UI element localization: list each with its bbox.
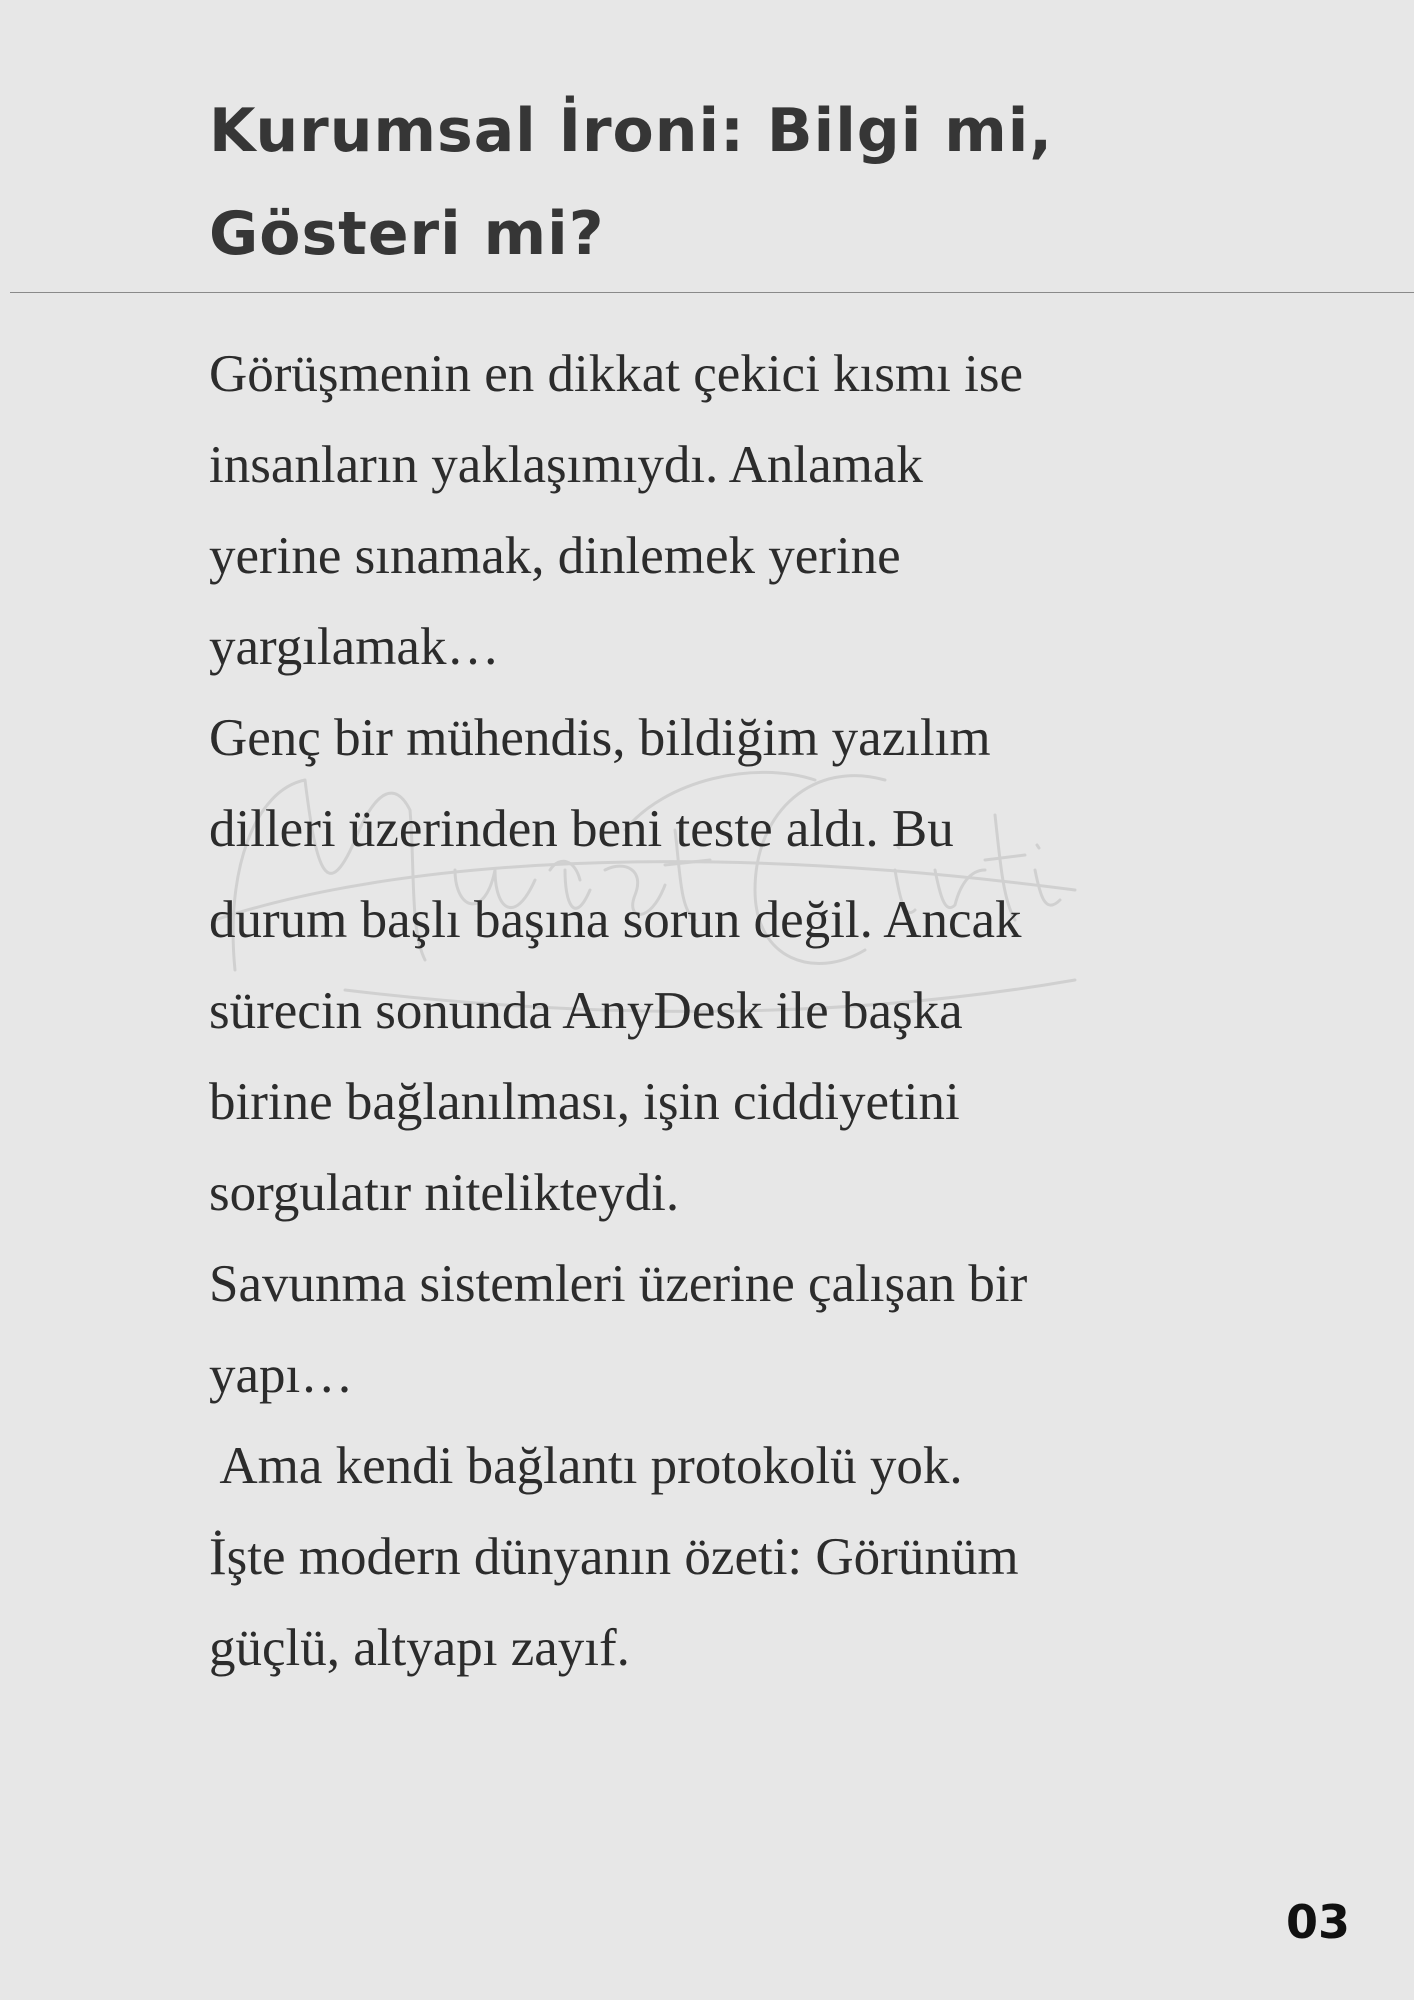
body-line: dilleri üzerinden beni teste aldı. Bu [209,800,954,858]
body-line: Görüşmenin en dikkat çekici kısmı ise [209,345,1023,403]
body-text [209,329,1209,1694]
page-number: 03 [1285,1895,1350,1949]
body-line: İşte modern dünyanın özeti: Görünüm [209,1528,1019,1586]
body-line: yerine sınamak, dinlemek yerine [209,527,901,585]
body-line: durum başlı başına sorun değil. Ancak [209,891,1022,949]
page-title [209,80,1309,286]
body-line: yargılamak… [209,618,500,676]
body-line: sorgulatır nitelikteydi. [209,1164,680,1222]
body-line: Savunma sistemleri üzerine çalışan bir [209,1255,1028,1313]
title-divider [10,292,1414,293]
body-line: yapı… [209,1346,354,1404]
body-line: Ama kendi bağlantı protokolü yok. [209,1437,963,1495]
body-line: Genç bir mühendis, bildiğim yazılım [209,709,991,767]
body-line: güçlü, altyapı zayıf. [209,1619,630,1677]
title-line-1: Kurumsal İroni: Bilgi mi, [209,96,1054,166]
title-line-2: Gösteri mi? [209,199,605,269]
body-line: insanların yaklaşımıydı. Anlamak [209,436,923,494]
body-line: birine bağlanılması, işin ciddiyetini [209,1073,960,1131]
body-line: sürecin sonunda AnyDesk ile başka [209,982,963,1040]
